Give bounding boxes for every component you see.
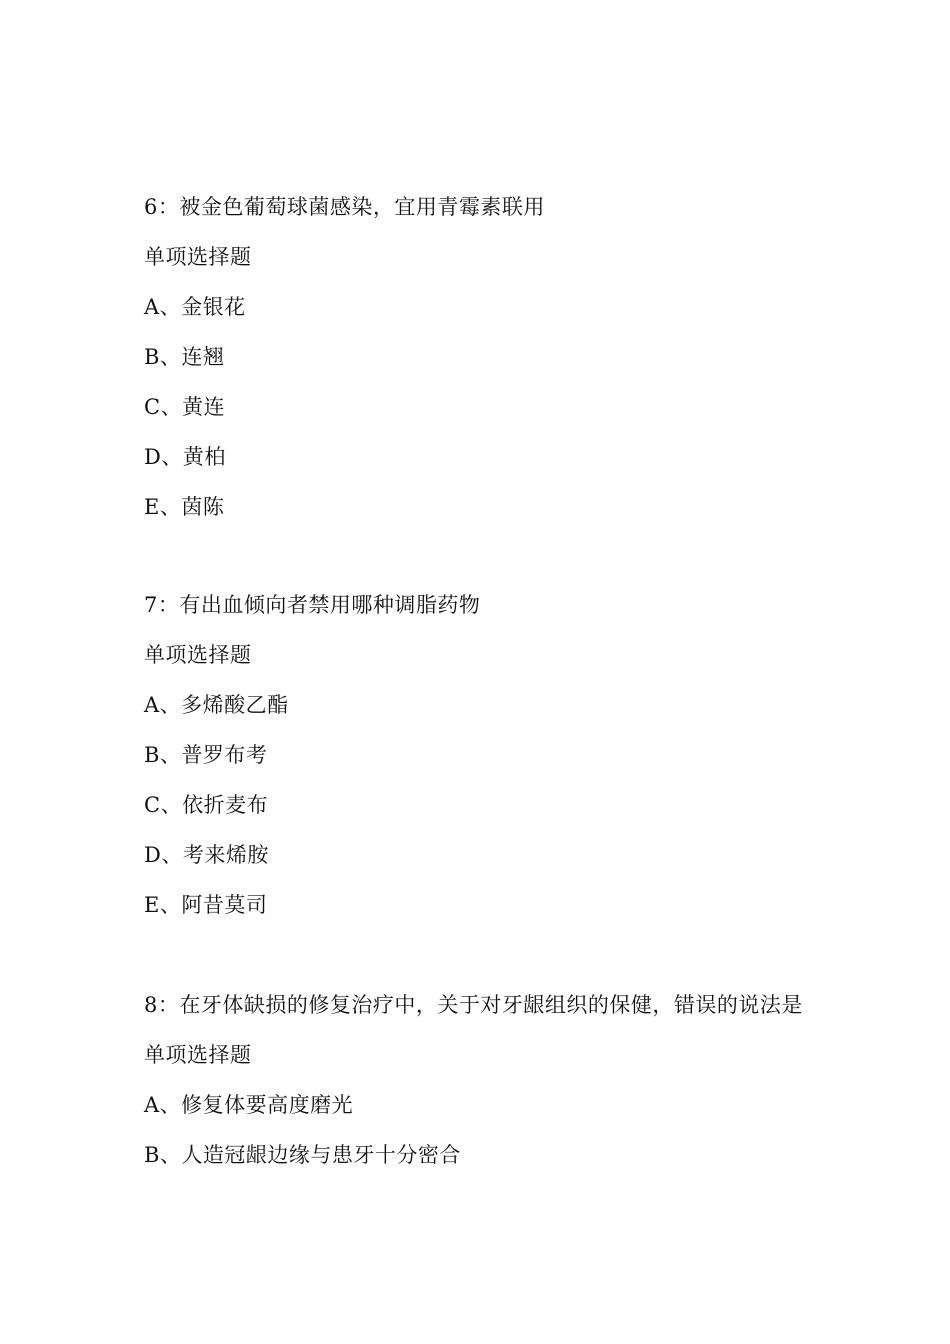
option-text: 多烯酸乙酯 (181, 693, 289, 717)
option-letter: E、 (144, 495, 182, 519)
option-letter: A、 (144, 1093, 182, 1117)
option-text: 阿昔莫司 (181, 893, 268, 917)
option-letter: B、 (144, 1143, 182, 1167)
option-text: 连翘 (181, 345, 225, 369)
option-letter: B、 (144, 743, 182, 767)
option-b (144, 332, 814, 382)
question-type: 单项选择题 (144, 245, 252, 269)
option-a (144, 680, 814, 730)
question-number: 6： (144, 195, 180, 219)
option-d (144, 432, 814, 482)
option-letter: A、 (144, 295, 182, 319)
question-text: 被金色葡萄球菌感染，宜用青霉素联用 (179, 195, 545, 219)
option-letter: B、 (144, 345, 182, 369)
question-type: 单项选择题 (144, 1043, 252, 1067)
option-text: 金银花 (181, 295, 246, 319)
question-stem (144, 980, 809, 1030)
question-8 (144, 980, 814, 1180)
question-text: 有出血倾向者禁用哪种调脂药物 (179, 593, 481, 617)
option-b (144, 730, 814, 780)
question-number: 7： (144, 593, 180, 617)
question-number: 8： (144, 993, 180, 1017)
option-letter: C、 (144, 395, 183, 419)
option-a (144, 1080, 814, 1130)
option-text: 茵陈 (181, 495, 225, 519)
question-stem (144, 182, 814, 232)
question-7 (144, 580, 814, 930)
question-type: 单项选择题 (144, 643, 252, 667)
option-c (144, 382, 814, 432)
option-text: 普罗布考 (181, 743, 268, 767)
option-a (144, 282, 814, 332)
option-letter: A、 (144, 693, 182, 717)
option-e (144, 482, 814, 532)
option-c (144, 780, 814, 830)
option-letter: D、 (144, 843, 183, 867)
option-letter: E、 (144, 893, 182, 917)
option-letter: D、 (144, 445, 183, 469)
option-text: 考来烯胺 (182, 843, 269, 867)
option-text: 修复体要高度磨光 (181, 1093, 354, 1117)
option-text: 黄柏 (182, 445, 226, 469)
question-text: 在牙体缺损的修复治疗中，关于对牙龈组织的保健，错误的说法是 (179, 993, 803, 1017)
option-text: 依折麦布 (182, 793, 269, 817)
option-text: 人造冠龈边缘与患牙十分密合 (181, 1143, 461, 1167)
option-text: 黄连 (182, 395, 226, 419)
option-b (144, 1130, 814, 1180)
question-stem (144, 580, 814, 630)
option-letter: C、 (144, 793, 183, 817)
option-d (144, 830, 814, 880)
option-e (144, 880, 814, 930)
question-6 (144, 182, 814, 532)
